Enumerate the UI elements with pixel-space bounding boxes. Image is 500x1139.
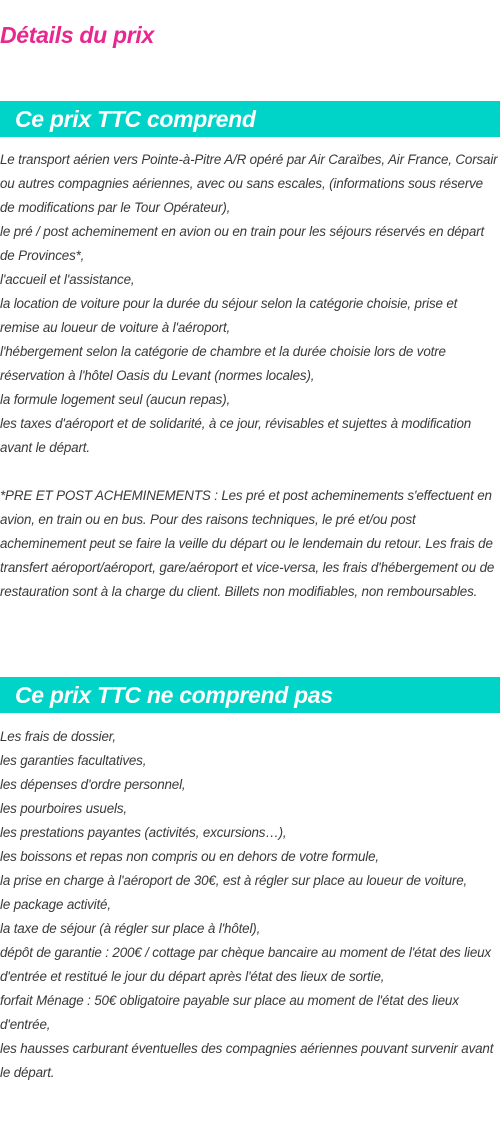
excluded-section-header: [0, 677, 500, 713]
page-title: Détails du prix: [0, 22, 154, 48]
included-item: les taxes d'aéroport et de solidarité, à ce jour, révisables et sujettes à modification avant le départ.: [0, 416, 472, 455]
excluded-item: la prise en charge à l'aéroport de 30€, est à régler sur place au loueur de voiture,: [0, 873, 468, 888]
included-section-heading: Ce prix TTC comprend: [15, 106, 256, 132]
excluded-item: les boissons et repas non compris ou en dehors de votre formule,: [0, 849, 379, 864]
excluded-item: les dépenses d'ordre personnel,: [0, 777, 186, 792]
included-items-list: [0, 148, 500, 460]
included-item: Le transport aérien vers Pointe-à-Pitre A/R opéré par Air Caraïbes, Air France, Corsair ou autres compagnies aériennes, avec ou sans escales, (informations sous réserve de modifications par le Tour Opérateur),: [0, 152, 498, 215]
excluded-item: forfait Ménage : 50€ obligatoire payable sur place au moment de l'état des lieux d'entrée,: [0, 993, 459, 1032]
excluded-item: Les frais de dossier,: [0, 729, 116, 744]
excluded-item: dépôt de garantie : 200€ / cottage par chèque bancaire au moment de l'état des lieux d'entrée et restitué le jour du départ après l'état des lieux de sortie,: [0, 945, 491, 984]
excluded-item: les hausses carburant éventuelles des compagnies aériennes pouvant survenir avant le départ.: [0, 1041, 494, 1080]
excluded-item: les pourboires usuels,: [0, 801, 127, 816]
excluded-items-list: [0, 725, 500, 1085]
transfer-note: *PRE ET POST ACHEMINEMENTS : Les pré et post acheminements s'effectuent en avion, en train ou en bus. Pour des raisons techniques, le pré et/ou post acheminement peut se faire la veille du départ ou le lendemain du retour. Les frais de transfert aéroport/aéroport, gare/aéroport et vice-versa, les frais d'hébergement ou de restauration sont à la charge du client. Billets non modifiables, non remboursables.: [0, 488, 495, 599]
excluded-item: les prestations payantes (activités, excursions…),: [0, 825, 287, 840]
excluded-item: les garanties facultatives,: [0, 753, 147, 768]
included-item: l'hébergement selon la catégorie de chambre et la durée choisie lors de votre réservation à l'hôtel Oasis du Levant (normes locales),: [0, 344, 446, 383]
included-item: le pré / post acheminement en avion ou en train pour les séjours réservés en départ de Provinces*,: [0, 224, 485, 263]
included-section-header: [0, 101, 500, 137]
included-item: l'accueil et l'assistance,: [0, 272, 135, 287]
included-item: la formule logement seul (aucun repas),: [0, 392, 231, 407]
excluded-section-heading: Ce prix TTC ne comprend pas: [15, 682, 333, 708]
excluded-item: la taxe de séjour (à régler sur place à l'hôtel),: [0, 921, 261, 936]
included-item: la location de voiture pour la durée du séjour selon la catégorie choisie, prise et remise au loueur de voiture à l'aéroport,: [0, 296, 458, 335]
excluded-item: le package activité,: [0, 897, 111, 912]
